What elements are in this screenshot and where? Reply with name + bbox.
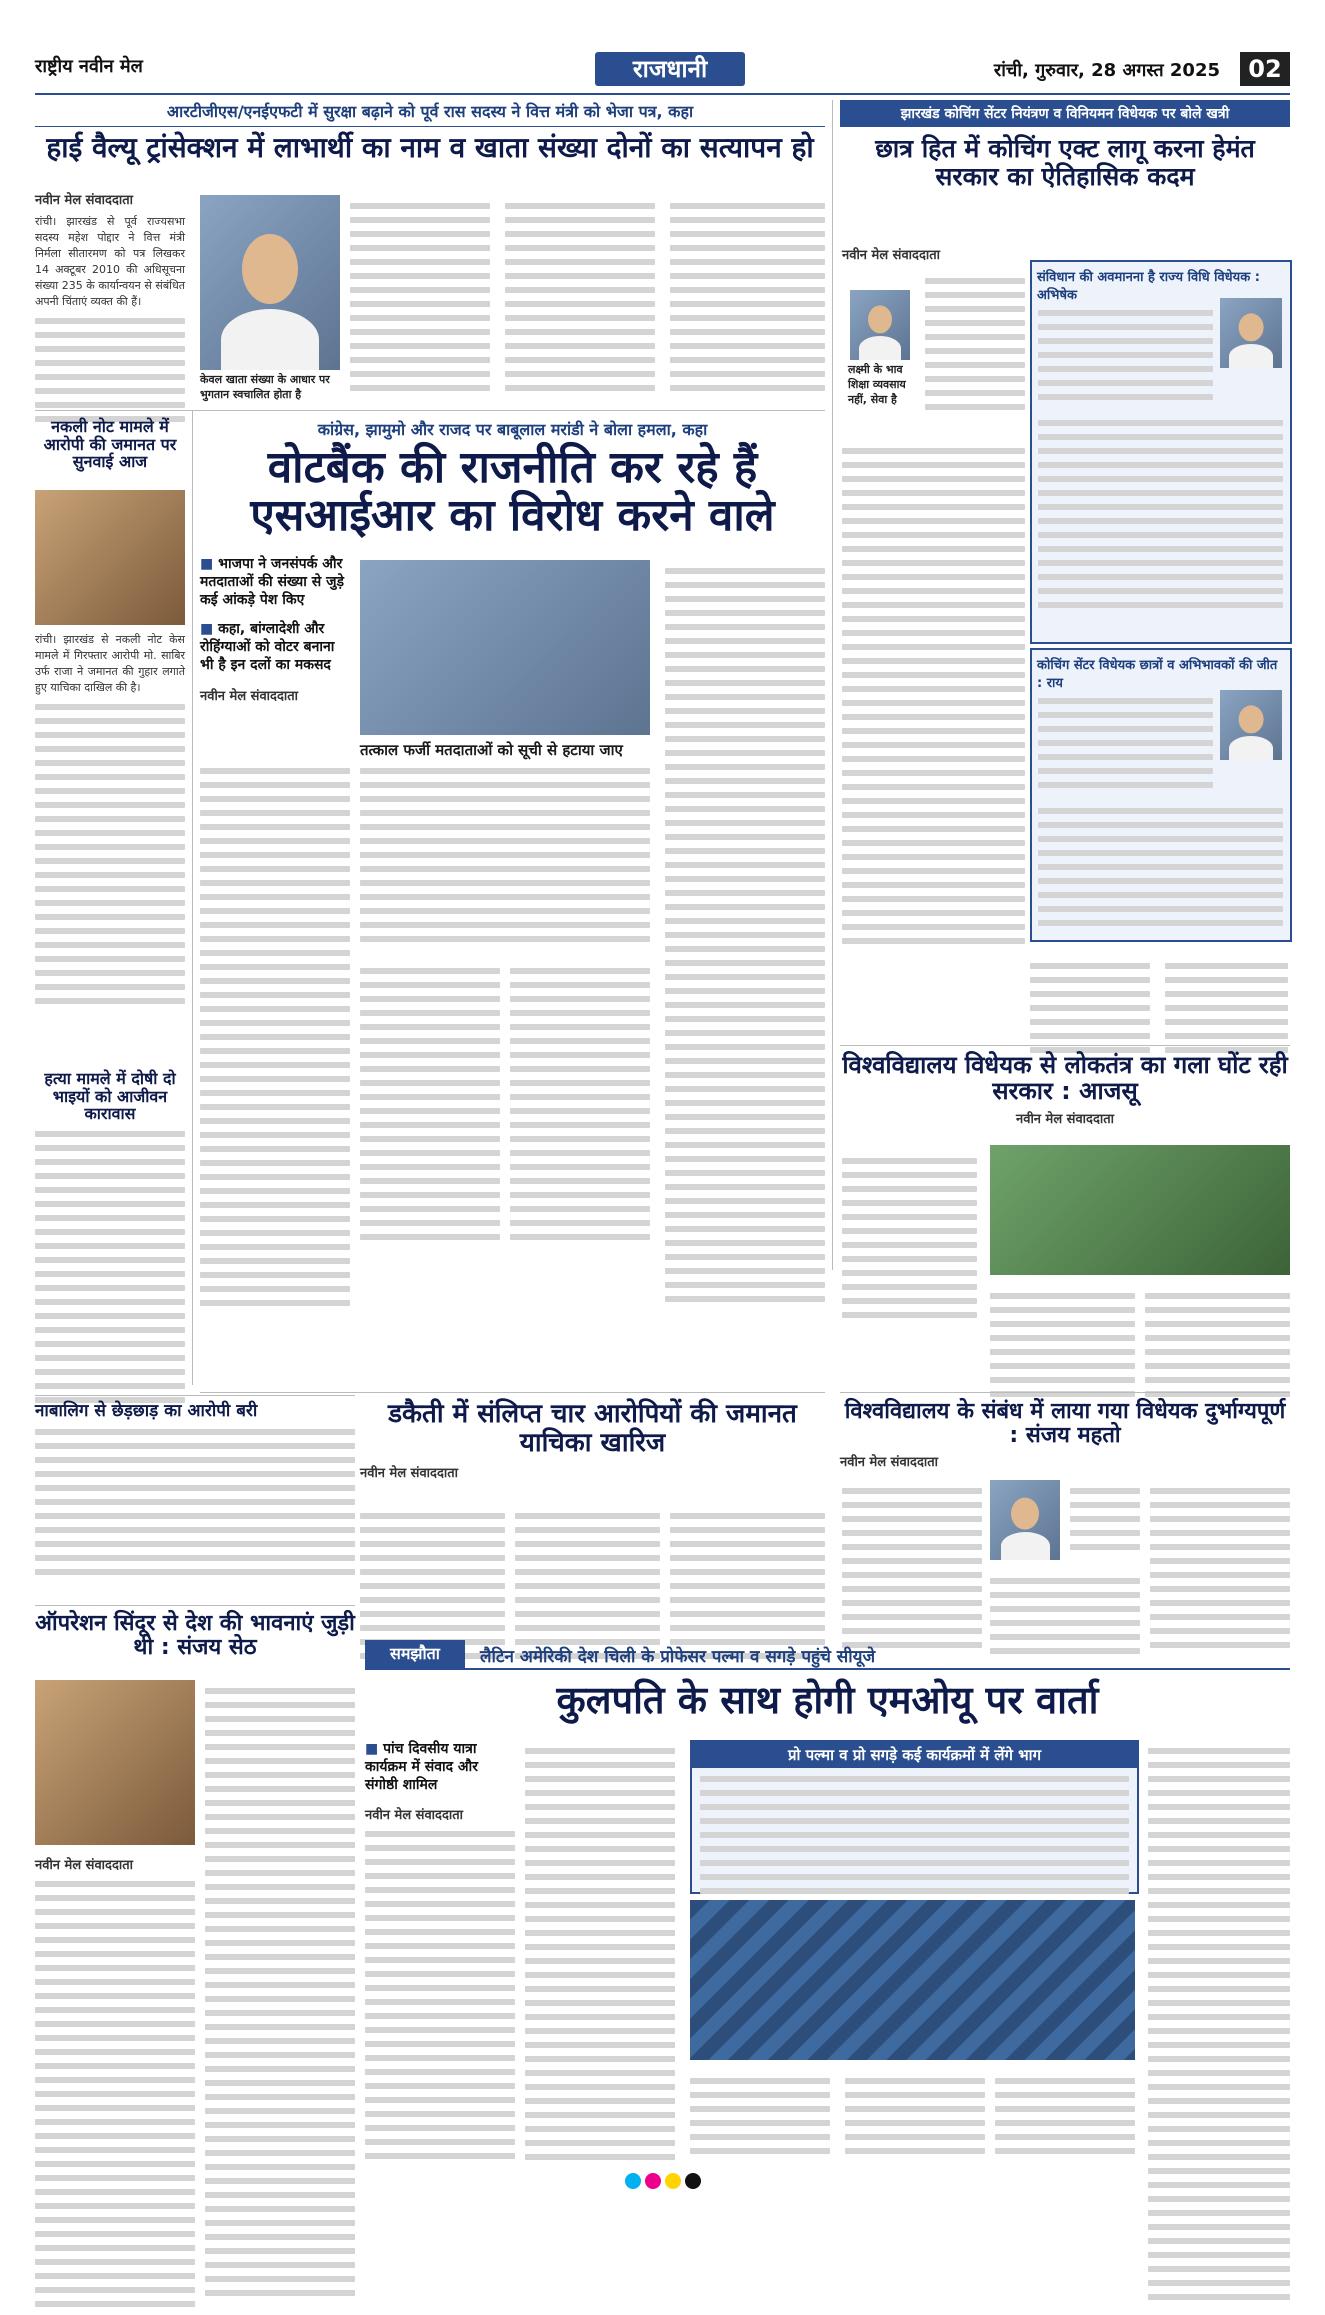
mou-kicker-bar xyxy=(365,1640,1290,1670)
lead-col-2 xyxy=(350,195,490,399)
mou-bullet: ■ पांच दिवसीय यात्रा कार्यक्रम में संवाद और संगोष्ठी शामिल xyxy=(365,1740,515,1795)
coaching-box-2-title: कोचिंग सेंटर विधेयक छात्रों व अभिभावकों की जीत : राय xyxy=(1037,658,1278,691)
sindoor-headline: ऑपरेशन सिंदूर से देश की भावनाएं जुड़ी थी : संजय सेठ xyxy=(35,1611,355,1661)
marandi-bullet-1: ■ भाजपा ने जनसंपर्क और मतदाताओं की संख्या से जुड़े कई आंकड़े पेश किए xyxy=(200,555,350,610)
university-headline: विश्वविद्यालय विधेयक से लोकतंत्र का गला घोंट रही सरकार : आजसू xyxy=(842,1051,1288,1106)
mou-tag: समझौता xyxy=(365,1640,465,1668)
mahto-col-4 xyxy=(1150,1480,1290,1656)
coaching-col-1 xyxy=(925,270,1025,418)
court-building-photo xyxy=(35,490,185,625)
mou-col-4 xyxy=(845,2070,985,2162)
mahto-byline: नवीन मेल संवाददाता xyxy=(840,1455,938,1471)
university-byline: नवीन मेल संवाददाता xyxy=(1016,1111,1114,1127)
sindoor-col-2 xyxy=(205,1680,355,2304)
fake-notes-story xyxy=(35,418,185,471)
marandi-subhead: तत्काल फर्जी मतदाताओं को सूची से हटाया जाए xyxy=(360,741,623,759)
coaching-box-1-title: संविधान की अवमानना है राज्य विधि विधेयक : अभिषेक xyxy=(1037,270,1260,303)
dacoity-byline: नवीन मेल संवाददाता xyxy=(360,1466,458,1482)
lead-col-4 xyxy=(670,195,825,399)
ceremony-photo xyxy=(35,1680,195,1845)
solar-panel-photo xyxy=(690,1900,1135,2060)
lead-headline: हाई वैल्यू ट्रांसेक्शन में लाभार्थी का नाम व खाता संख्या दोनों का सत्यापन हो xyxy=(46,131,814,164)
cyan-swatch xyxy=(625,2173,641,2189)
sindoor-byline: नवीन मेल संवाददाता xyxy=(35,1858,133,1873)
marandi-headline: वोटबैंक की राजनीति कर रहे हैं एसआईआर का विरोध करने वाले xyxy=(250,442,775,542)
marandi-story xyxy=(200,418,825,541)
university-col-3 xyxy=(1145,1285,1290,1405)
marandi-kicker: कांग्रेस, झामुमो और राजद पर बाबूलाल मरांडी ने बोला हमला, कहा xyxy=(317,420,708,439)
fake-notes-headline: नकली नोट मामले में आरोपी की जमानत पर सुनवाई आज xyxy=(43,417,177,472)
marandi-subhead-block xyxy=(360,740,650,950)
mahto-headline: विश्वविद्यालय के संबंध में लाया गया विधेयक दुर्भाग्यपूर्ण : संजय महतो xyxy=(844,1399,1286,1449)
sindoor-story xyxy=(35,1612,355,1660)
coaching-byline: नवीन मेल संवाददाता xyxy=(842,248,940,263)
box-2-photo xyxy=(1220,690,1282,760)
marandi-col-1 xyxy=(200,760,350,1314)
lead-byline: नवीन मेल संवाददाता xyxy=(35,193,133,208)
coaching-headline: छात्र हित में कोचिंग एक्ट लागू करना हेमंत सरकार का ऐतिहासिक कदम xyxy=(875,134,1255,191)
fake-notes-body xyxy=(35,632,185,1012)
mahto-photo xyxy=(990,1480,1060,1560)
coaching-col-2 xyxy=(842,440,1025,952)
mou-col-3 xyxy=(690,2070,830,2162)
magenta-swatch xyxy=(645,2173,661,2189)
murder-headline: हत्या मामले में दोषी दो भाइयों को आजीवन कारावास xyxy=(44,1069,176,1124)
marandi-bullet-2: ■ कहा, बांग्लादेशी और रोहिंग्याओं को वोटर बनाना भी है इन दलों का मकसद xyxy=(200,620,350,675)
yellow-swatch xyxy=(665,2173,681,2189)
coaching-photo-caption: लक्ष्मी के भाव शिक्षा व्यवसाय नहीं, सेवा है xyxy=(848,363,906,406)
protest-photo xyxy=(990,1145,1290,1275)
box-1-photo xyxy=(1220,298,1282,368)
marandi-bullets xyxy=(200,555,350,704)
dateline: रांची, गुरुवार, 28 अगस्त 2025 xyxy=(993,60,1220,81)
lead-photo-caption: केवल खाता संख्या के आधार पर भुगतान स्वचालित होता है xyxy=(200,373,330,401)
mou-headline: कुलपति के साथ होगी एमओयू पर वार्ता xyxy=(556,1678,1099,1722)
page-number: 02 xyxy=(1240,52,1290,86)
brand-name: राष्ट्रीय नवीन मेल xyxy=(35,56,143,77)
lead-kicker: आरटीजीएस/एनईएफटी में सुरक्षा बढ़ाने को पूर्व रास सदस्य ने वित्त मंत्री को भेजा पत्र, कहा xyxy=(35,100,825,127)
mou-col-2 xyxy=(525,1740,675,2168)
murder-story xyxy=(35,1070,185,1411)
mou-bullet-block xyxy=(365,1740,515,2167)
lead-story xyxy=(35,100,825,164)
lead-photo xyxy=(200,195,340,370)
fake-notes-lede: रांची। झारखंड से नकली नोट केस मामले में गिरफ्तार आरोपी मो. साबिर उर्फ राजा ने जमानत की गुहार लगाते हुए याचिका दाखिल की है। xyxy=(35,633,185,694)
coaching-photo xyxy=(850,290,910,360)
mou-box-title: प्रो पल्मा व प्रो सगड़े कई कार्यक्रमों में लेंगे भाग xyxy=(692,1742,1137,1768)
university-story xyxy=(840,1052,1290,1127)
mahto-col-2 xyxy=(1070,1480,1140,1558)
dacoity-story xyxy=(360,1400,825,1481)
university-col-1 xyxy=(842,1150,977,1326)
marandi-col-4 xyxy=(665,560,825,1310)
coaching-kicker: झारखंड कोचिंग सेंटर नियंत्रण व विनियमन विधेयक पर बोले खत्री xyxy=(840,100,1290,127)
masthead-rule xyxy=(35,93,1290,95)
black-swatch xyxy=(685,2173,701,2189)
mou-kicker: लैटिन अमेरिकी देश चिली के प्रोफेसर पल्मा व सगड़े पहुंचे सीयूजे xyxy=(480,1647,876,1667)
registration-bar xyxy=(35,2173,1290,2191)
lead-lede: रांची। झारखंड से पूर्व राज्यसभा सदस्य महेश पोद्दार ने वित्त मंत्री निर्मला सीतारमण को पत्र लिखकर 14 अक्टूबर 2010 की अधिसूचना संख्या 235 के कार्यान्वयन से संबंधित अपनी चिंताएं व्यक्त की हैं। xyxy=(35,215,185,308)
sindoor-body xyxy=(35,1855,195,2315)
mahto-col-1 xyxy=(842,1480,982,1656)
marandi-col-3 xyxy=(510,960,650,1248)
marandi-col-2 xyxy=(360,960,500,1248)
mou-byline: नवीन मेल संवाददाता xyxy=(365,1807,463,1823)
minor-headline: नाबालिग से छेड़छाड़ का आरोपी बरी xyxy=(35,1401,258,1421)
mou-box xyxy=(690,1740,1139,1894)
marandi-byline: नवीन मेल संवाददाता xyxy=(200,689,298,705)
coaching-story xyxy=(840,100,1290,190)
section-label: राजधानी xyxy=(595,52,745,86)
mahto-story xyxy=(840,1400,1290,1470)
mou-col-5 xyxy=(995,2070,1135,2162)
masthead xyxy=(35,50,1290,90)
mou-col-6 xyxy=(1148,1740,1290,2308)
press-conference-photo xyxy=(360,560,650,735)
lead-col-3 xyxy=(505,195,655,399)
university-col-2 xyxy=(990,1285,1135,1405)
coaching-box-1 xyxy=(1030,260,1292,644)
coaching-box-2 xyxy=(1030,648,1292,942)
minor-story xyxy=(35,1402,355,1583)
dacoity-headline: डकैती में संलिप्त चार आरोपियों की जमानत याचिका खारिज xyxy=(388,1399,797,1458)
lead-col-1 xyxy=(35,190,185,430)
